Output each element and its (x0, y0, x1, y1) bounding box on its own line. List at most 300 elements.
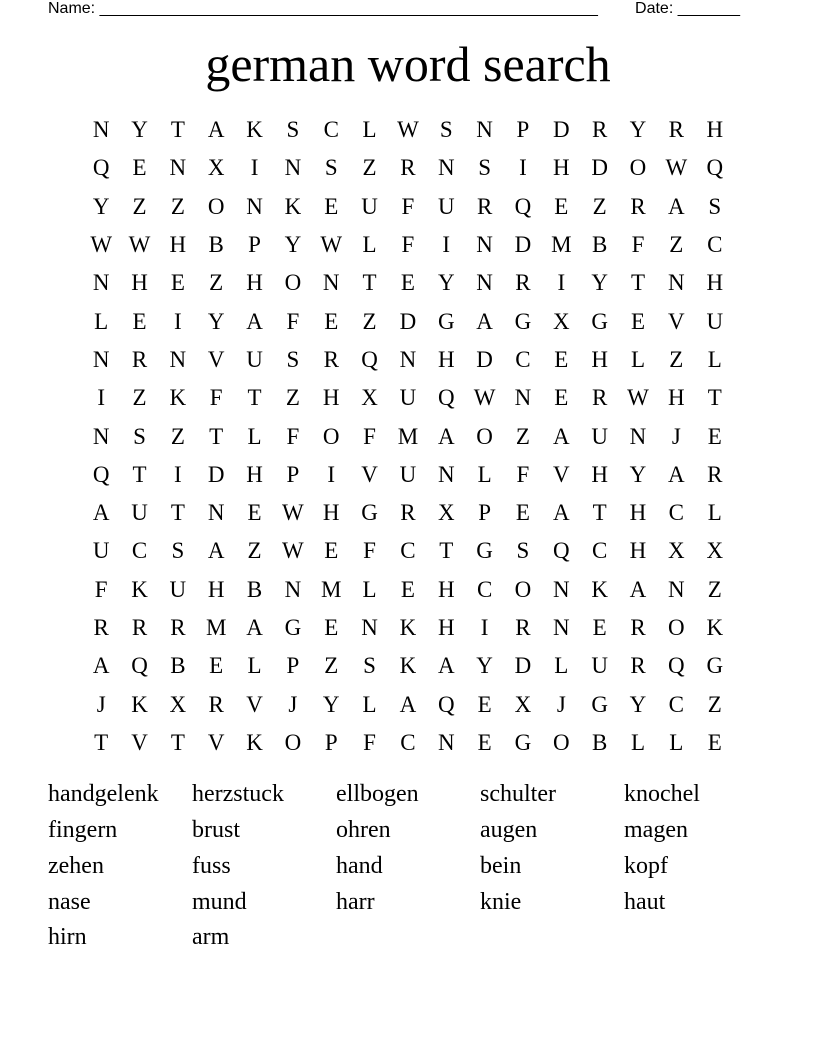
grid-letter: Y (92, 193, 110, 219)
grid-letter: H (629, 538, 647, 564)
grid-letter: E (592, 615, 607, 640)
grid-letter: I (97, 385, 105, 411)
grid-letter: M (397, 423, 419, 449)
grid-row (82, 188, 734, 226)
grid-row (82, 609, 734, 647)
grid-letter: H (706, 117, 724, 143)
grid-letter: F (363, 423, 376, 449)
grid-letter: G (361, 500, 378, 526)
grid-row (82, 571, 734, 609)
grid-letter: J (671, 423, 681, 449)
grid-letter: Z (707, 576, 722, 602)
grid-letter: L (362, 576, 377, 602)
word-list-item: fuss (192, 853, 231, 879)
grid-letter: C (668, 500, 684, 526)
grid-letter: R (323, 346, 339, 372)
grid-letter: F (516, 461, 530, 487)
grid-letter: H (706, 270, 724, 296)
grid-letter: G (591, 691, 608, 717)
grid-letter: L (247, 423, 262, 449)
grid-letter: R (476, 193, 493, 219)
word-list-item: ohren (336, 817, 391, 843)
word-list-item: haut (624, 889, 666, 915)
grid-letter: A (92, 653, 110, 679)
grid-letter: Y (629, 117, 647, 143)
word-list-item: hirn (48, 924, 87, 950)
grid-letter: N (246, 193, 263, 219)
grid-letter: N (322, 270, 340, 296)
grid-row (82, 417, 734, 455)
grid-letter: E (630, 308, 646, 334)
grid-letter: K (246, 729, 263, 755)
grid-letter: G (476, 538, 493, 564)
grid-letter: L (707, 500, 722, 526)
grid-letter: G (437, 308, 455, 334)
grid-row (82, 302, 734, 340)
grid-letter: E (170, 270, 185, 296)
grid-letter: Q (437, 385, 455, 411)
grid-letter: E (209, 653, 224, 679)
grid-letter: W (282, 500, 304, 526)
grid-row (82, 494, 734, 532)
grid-letter: O (284, 270, 302, 296)
grid-letter: Z (592, 193, 607, 219)
grid-letter: U (591, 653, 608, 679)
grid-letter: Z (170, 423, 185, 449)
grid-letter: O (514, 576, 532, 602)
grid-letter: N (169, 346, 187, 372)
grid-letter: R (668, 117, 684, 143)
grid-letter: W (397, 117, 419, 143)
grid-letter: Q (668, 653, 685, 679)
grid-letter: S (171, 538, 185, 564)
grid-letter: Z (362, 155, 377, 181)
grid-letter: W (665, 155, 688, 181)
grid-letter: O (322, 423, 340, 449)
grid-letter: B (246, 576, 263, 602)
grid-letter: A (246, 308, 263, 334)
grid-letter: R (170, 615, 186, 640)
grid-letter: D (552, 117, 570, 143)
grid-letter: Y (591, 270, 608, 296)
grid-letter: Z (362, 308, 377, 334)
grid-letter: K (131, 691, 148, 717)
grid-letter: I (557, 270, 566, 296)
word-list-item: herzstuck (192, 781, 284, 807)
grid-letter: P (324, 729, 338, 755)
grid-letter: B (591, 729, 608, 755)
grid-letter: E (400, 576, 415, 602)
grid-letter: I (174, 308, 182, 334)
grid-letter: L (707, 346, 722, 372)
grid-letter: Z (669, 346, 684, 372)
grid-letter: S (286, 117, 300, 143)
grid-letter: O (552, 729, 570, 755)
grid-letter: X (169, 691, 187, 717)
grid-letter: H (131, 270, 148, 296)
grid-letter: A (668, 461, 685, 487)
page-title: german word search (205, 36, 611, 92)
grid-letter: Z (285, 385, 300, 411)
grid-letter: S (516, 538, 530, 564)
grid-letter: A (437, 423, 455, 449)
grid-letter: V (131, 729, 148, 755)
grid-letter: U (361, 193, 378, 219)
grid-letter: K (131, 576, 148, 602)
grid-letter: R (93, 615, 109, 640)
grid-letter: I (480, 615, 489, 640)
grid-letter: P (286, 653, 300, 679)
grid-letter: R (630, 615, 646, 640)
grid-letter: N (169, 155, 187, 181)
word-list-item: brust (192, 817, 240, 843)
grid-letter: T (170, 500, 185, 526)
grid-letter: H (591, 346, 608, 372)
grid-letter: S (324, 155, 338, 181)
grid-letter: A (246, 615, 263, 640)
grid-letter: T (209, 423, 224, 449)
grid-letter: H (246, 461, 263, 487)
grid-letter: J (96, 691, 106, 717)
grid-letter: D (591, 155, 608, 181)
grid-letter: R (131, 346, 148, 372)
grid-letter: B (170, 653, 186, 679)
grid-letter: H (629, 500, 647, 526)
grid-letter: A (437, 653, 455, 679)
grid-letter: E (324, 615, 339, 640)
grid-letter: D (476, 346, 493, 372)
word-list-item: zehen (48, 853, 104, 879)
grid-letter: H (437, 346, 455, 372)
grid-letter: O (207, 193, 225, 219)
grid-letter: Z (132, 193, 147, 219)
grid-letter: H (169, 232, 187, 258)
grid-letter: E (132, 155, 147, 181)
grid-letter: Z (132, 385, 147, 411)
grid-letter: C (323, 117, 339, 143)
grid-letter: H (437, 615, 455, 640)
grid-letter: N (476, 117, 493, 143)
grid-letter: G (514, 729, 532, 755)
grid-letter: X (552, 308, 570, 334)
grid-letter: H (437, 576, 455, 602)
grid-letter: Z (209, 270, 224, 296)
grid-letter: R (515, 615, 531, 640)
grid-letter: T (132, 461, 147, 487)
grid-letter: C (476, 576, 493, 602)
grid-letter: X (514, 691, 532, 717)
grid-letter: R (400, 500, 416, 526)
grid-letter: E (400, 270, 415, 296)
grid-letter: F (401, 193, 415, 219)
grid-letter: K (246, 117, 263, 143)
grid-letter: I (519, 155, 527, 181)
grid-letter: F (94, 576, 108, 602)
grid-letter: N (437, 461, 455, 487)
grid-letter: L (477, 461, 492, 487)
grid-letter: E (324, 193, 339, 219)
grid-row (82, 379, 734, 417)
grid-letter: V (207, 346, 225, 372)
grid-letter: T (592, 500, 607, 526)
grid-letter: W (90, 232, 113, 258)
grid-letter: H (668, 385, 685, 411)
grid-letter: E (515, 500, 530, 526)
grid-letter: R (630, 193, 646, 219)
grid-letter: S (708, 193, 722, 219)
grid-letter: F (286, 423, 300, 449)
grid-letter: Y (322, 691, 340, 717)
grid-letter: Z (324, 653, 339, 679)
grid-letter: P (248, 232, 261, 258)
grid-letter: P (286, 461, 300, 487)
word-list-item: arm (192, 924, 230, 950)
grid-letter: T (707, 385, 722, 411)
grid-letter: M (551, 232, 572, 258)
grid-letter: N (284, 155, 302, 181)
grid-letter: X (706, 538, 724, 564)
grid-letter: Y (437, 270, 455, 296)
grid-letter: T (439, 538, 454, 564)
grid-letter: P (478, 500, 491, 526)
grid-letter: Y (207, 308, 225, 334)
grid-letter: U (131, 500, 148, 526)
grid-letter: N (629, 423, 647, 449)
grid-letter: U (92, 538, 110, 564)
header (48, 0, 740, 20)
grid-letter: A (476, 308, 493, 334)
grid-letter: D (514, 232, 532, 258)
word-list-item: kopf (624, 853, 668, 879)
grid-letter: E (554, 346, 569, 372)
grid-letter: W (627, 385, 649, 411)
grid-letter: R (591, 117, 608, 143)
grid-letter: X (437, 500, 455, 526)
grid-row (82, 647, 734, 685)
grid-letter: D (399, 308, 417, 334)
grid-letter: K (399, 653, 417, 679)
grid-letter: N (668, 576, 685, 602)
grid-letter: E (324, 538, 339, 564)
grid-letter: W (282, 538, 304, 564)
grid-letter: T (630, 270, 646, 296)
grid-letter: F (363, 538, 376, 564)
grid-letter: K (706, 615, 724, 640)
grid-letter: V (207, 729, 225, 755)
grid-letter: C (668, 691, 684, 717)
grid-letter: A (399, 691, 417, 717)
grid-letter: A (207, 117, 225, 143)
word-list-item: bein (480, 853, 522, 879)
grid-letter: I (442, 232, 451, 258)
grid-letter: U (437, 193, 455, 219)
grid-letter: U (399, 385, 417, 411)
grid-row (82, 685, 734, 723)
grid-row (82, 341, 734, 379)
grid-letter: Y (629, 461, 647, 487)
grid-letter: Z (247, 538, 262, 564)
grid-letter: A (668, 193, 685, 219)
grid-letter: S (286, 346, 300, 372)
grid-letter: U (399, 461, 417, 487)
grid-letter: N (476, 232, 493, 258)
grid-letter: L (247, 653, 262, 679)
grid-letter: Y (476, 653, 493, 679)
grid-letter: L (362, 117, 377, 143)
grid-letter: C (591, 538, 608, 564)
word-list-item: magen (624, 817, 688, 843)
grid-letter: N (668, 270, 685, 296)
grid-letter: N (92, 270, 110, 296)
grid-letter: O (284, 729, 302, 755)
grid-letter: F (209, 385, 223, 411)
grid-letter: N (361, 615, 378, 640)
grid-letter: N (552, 576, 570, 602)
grid-letter: Q (361, 346, 378, 372)
grid-row (82, 149, 734, 187)
grid-letter: C (515, 346, 531, 372)
grid-letter: U (246, 346, 263, 372)
grid-letter: E (477, 691, 492, 717)
grid-letter: C (400, 729, 416, 755)
grid-letter: Y (131, 117, 148, 143)
grid-letter: X (361, 385, 378, 411)
grid-letter: V (361, 461, 378, 487)
grid-letter: V (552, 461, 570, 487)
grid-letter: D (514, 653, 532, 679)
grid-letter: D (207, 461, 225, 487)
date-field: Date: _______ (635, 0, 740, 17)
grid-letter: I (327, 461, 336, 487)
grid-letter: T (94, 729, 109, 755)
grid-letter: P (516, 117, 530, 143)
grid-row (82, 111, 734, 149)
grid-letter: M (205, 615, 227, 640)
grid-letter: S (133, 423, 146, 449)
grid-letter: N (514, 385, 532, 411)
grid-letter: X (668, 538, 685, 564)
grid-row (82, 532, 734, 570)
grid-letter: T (247, 385, 262, 411)
grid-letter: H (246, 270, 263, 296)
grid-letter: L (94, 308, 109, 334)
grid-row (82, 724, 734, 762)
grid-letter: B (208, 232, 224, 258)
grid-letter: R (515, 270, 531, 296)
grid-letter: E (554, 385, 569, 411)
grid-letter: E (132, 308, 147, 334)
grid-letter: A (207, 538, 225, 564)
grid-letter: H (322, 385, 340, 411)
grid-letter: R (630, 653, 646, 679)
grid-letter: Y (284, 232, 302, 258)
grid-letter: Z (669, 232, 684, 258)
grid-letter: Q (514, 193, 532, 219)
word-list-item: knochel (624, 781, 700, 807)
word-list-item: harr (336, 889, 375, 915)
grid-letter: N (437, 729, 455, 755)
grid-letter: G (514, 308, 532, 334)
grid-letter: Z (170, 193, 185, 219)
grid-letter: S (439, 117, 453, 143)
grid-letter: C (400, 538, 416, 564)
grid-letter: N (399, 346, 417, 372)
grid-letter: U (706, 308, 724, 334)
grid-letter: U (591, 423, 608, 449)
grid-letter: N (92, 117, 110, 143)
grid-letter: Z (707, 691, 722, 717)
grid-letter: N (552, 615, 570, 640)
grid-letter: C (131, 538, 148, 564)
grid-letter: A (629, 576, 647, 602)
grid-letter: T (362, 270, 377, 296)
grid-letter: W (473, 385, 496, 411)
grid-letter: S (363, 653, 376, 679)
grid-letter: L (630, 346, 646, 372)
grid-letter: V (246, 691, 263, 717)
grid-letter: J (288, 691, 298, 717)
grid-letter: Q (92, 461, 110, 487)
grid-letter: F (401, 232, 415, 258)
grid-letter: L (362, 232, 377, 258)
grid-letter: E (707, 729, 722, 755)
grid-letter: F (286, 308, 300, 334)
grid-letter: L (630, 729, 646, 755)
grid-letter: L (362, 691, 377, 717)
grid-letter: R (707, 461, 723, 487)
grid-letter: S (478, 155, 491, 181)
grid-letter: N (437, 155, 455, 181)
word-list-item: augen (480, 817, 538, 843)
grid-letter: G (591, 308, 608, 334)
grid-letter: L (554, 653, 569, 679)
grid-letter: N (92, 423, 110, 449)
grid-letter: N (284, 576, 302, 602)
grid-letter: B (591, 232, 608, 258)
grid-letter: M (321, 576, 342, 602)
grid-letter: N (207, 500, 225, 526)
grid-letter: Q (131, 653, 148, 679)
grid-letter: K (169, 385, 187, 411)
grid-letter: Q (92, 155, 110, 181)
grid-letter: E (247, 500, 262, 526)
word-list-item: nase (48, 889, 91, 915)
grid-row (82, 456, 734, 494)
grid-letter: I (174, 461, 182, 487)
grid-letter: R (208, 691, 224, 717)
grid-letter: L (669, 729, 684, 755)
grid-letter: E (477, 729, 492, 755)
grid-row (82, 264, 734, 302)
grid-letter: H (207, 576, 225, 602)
grid-letter: K (284, 193, 302, 219)
grid-letter: O (476, 423, 493, 449)
grid-letter: O (629, 155, 647, 181)
word-list-item: knie (480, 889, 522, 915)
grid-letter: K (591, 576, 608, 602)
grid-letter: Q (437, 691, 455, 717)
grid-letter: X (207, 155, 225, 181)
grid-letter: Y (629, 691, 647, 717)
word-list-item: ellbogen (336, 781, 419, 807)
grid-letter: E (554, 193, 569, 219)
word-list-item: fingern (48, 817, 118, 843)
grid-letter: N (92, 346, 110, 372)
grid-letter: E (324, 308, 339, 334)
grid-letter: A (552, 423, 570, 449)
grid-letter: F (631, 232, 645, 258)
grid-letter: T (170, 117, 185, 143)
